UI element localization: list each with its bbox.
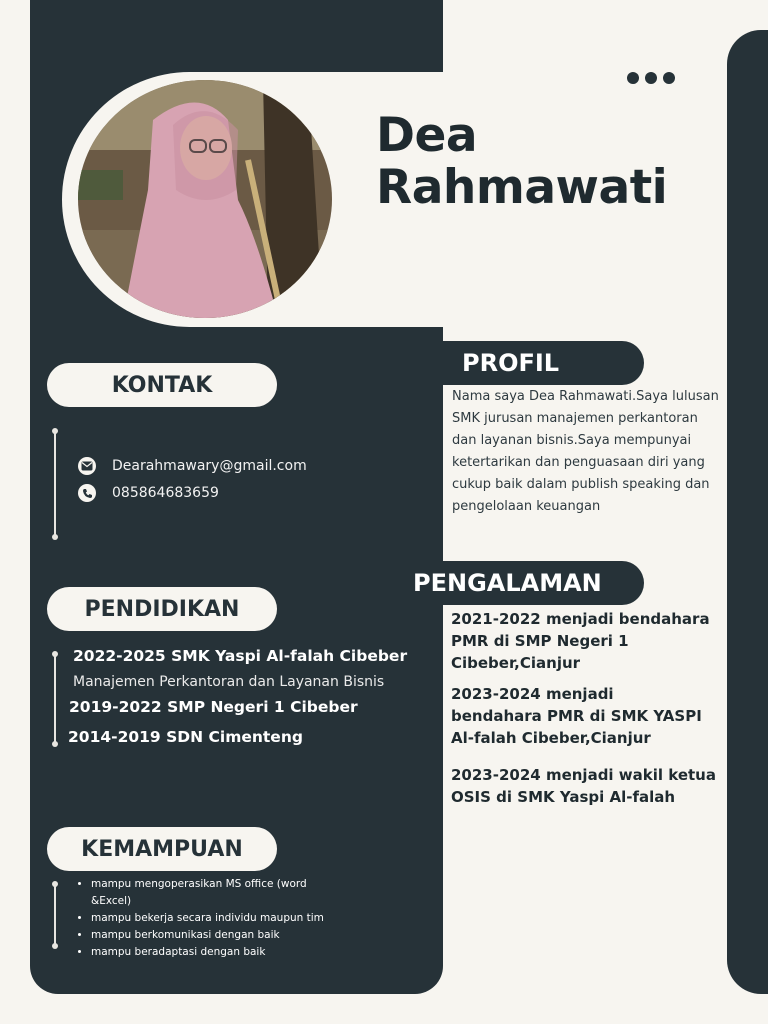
experience-item: 2023-2024 menjadi bendahara PMR di SMK YASPI Al-falah Cibeber,Cianjur [451,685,702,747]
education-item-title: 2014-2019 SDN Cimenteng [68,728,303,746]
dot [627,72,639,84]
kemampuan-divider-line [54,884,56,946]
education-item-title: 2022-2025 SMK Yaspi Al-falah Cibeber [73,647,408,665]
contact-phone[interactable]: 085864683659 [112,485,219,501]
experience-item: 2021-2022 menjadi bendahara PMR di SMP Negeri 1 Cibeber,Cianjur [451,610,710,672]
divider-dot [52,943,58,949]
divider-dot [52,651,58,657]
dot [645,72,657,84]
contact-email[interactable]: Dearahmawary@gmail.com [112,458,307,474]
skill-item: • mampu beradaptasi dengan baik [91,944,326,961]
pendidikan-divider-line [54,654,56,744]
profile-text: Nama saya Dea Rahmawati.Saya lulusan SMK jurusan manajemen perkantoran dan layanan bisnis.Saya mempunyai ketertarikan dan penguasaan diri yang cukup baik dalam publish speaking dan pengelolaan keuangan [452,389,719,514]
name-first: Dea [376,108,478,163]
pengalaman-heading: PENGALAMAN [405,561,644,605]
education-item-subtitle: Manajemen Perkantoran dan Layanan Bisnis [73,674,385,690]
right-accent-bar [727,30,768,994]
kontak-divider-line [54,431,56,537]
skill-item: • mampu berkomunikasi dengan baik [91,927,326,944]
candidate-name [376,110,667,214]
profil-heading: PROFIL [443,341,644,385]
skill-item: • mampu mengoperasikan MS office (word &Excel) [91,876,326,909]
contact-email-row [78,457,307,475]
divider-dot [52,534,58,540]
kemampuan-heading: KEMAMPUAN [47,827,277,871]
name-last: Rahmawati [376,160,668,215]
dot [663,72,675,84]
experience-item: 2023-2024 menjadi wakil ketua OSIS di SMK Yaspi Al-falah [451,766,716,806]
education-item-title: 2019-2022 SMP Negeri 1 Cibeber [69,698,358,716]
skill-item: • mampu bekerja secara individu maupun tim [91,910,326,927]
contact-phone-row [78,484,219,502]
divider-dot [52,881,58,887]
kontak-heading: KONTAK [47,363,277,407]
phone-icon [78,484,96,502]
skills-list [75,876,326,961]
pendidikan-heading: PENDIDIKAN [47,587,277,631]
mail-icon [78,457,96,475]
profile-photo [78,80,332,318]
divider-dot [52,428,58,434]
divider-dot [52,741,58,747]
more-options-dots [627,72,675,84]
